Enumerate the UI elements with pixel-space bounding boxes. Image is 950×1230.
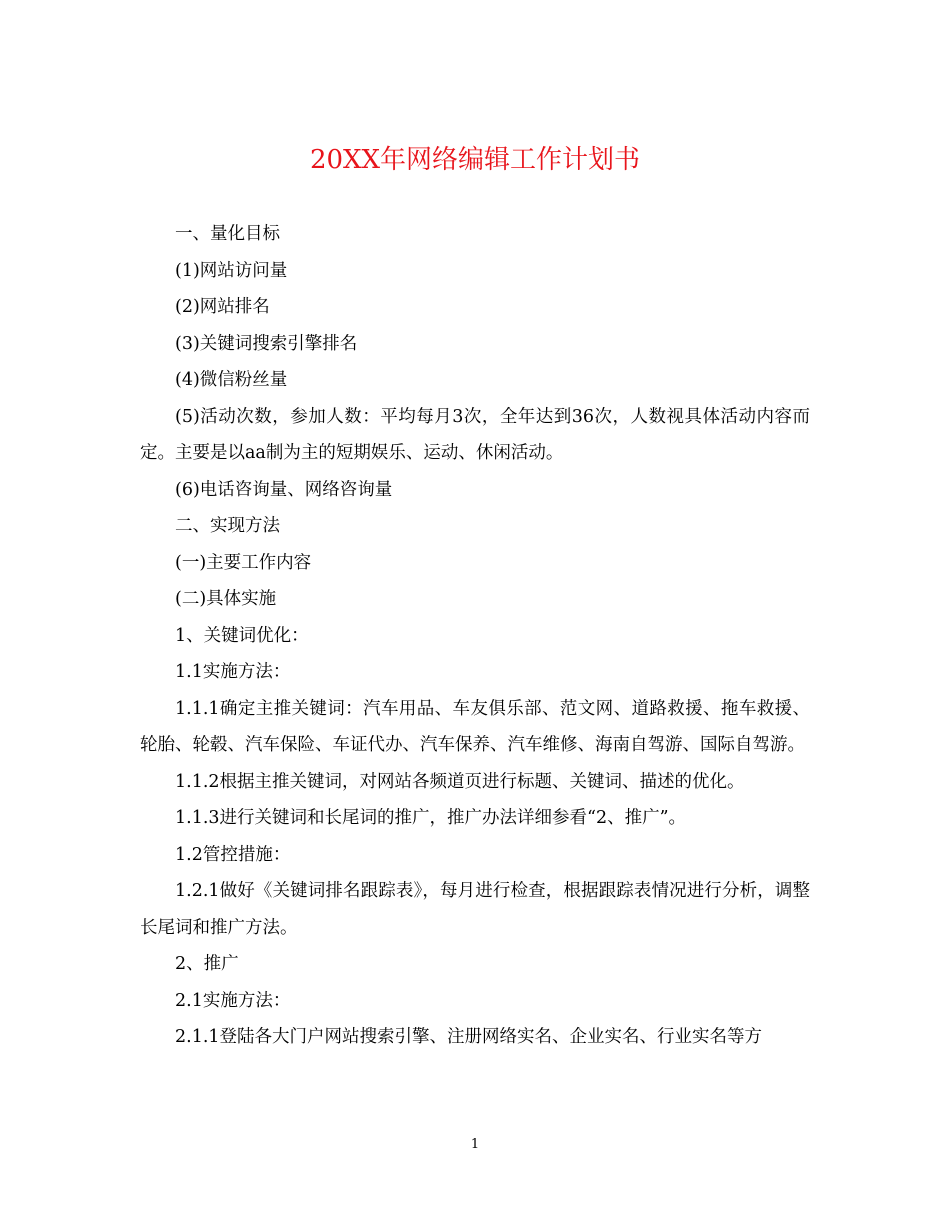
document-title: 20XX年网络编辑工作计划书 (309, 145, 641, 175)
body-paragraph: 2.1.1登陆各大门户网站搜索引擎、注册网络实名、企业实名、行业实名等方 (175, 1027, 763, 1047)
list-item: (2)网站排名 (175, 297, 270, 317)
heading-methods: 二、实现方法 (175, 516, 280, 536)
section-heading: 2.1实施方法： (175, 990, 291, 1011)
list-item: (1)网站访问量 (175, 260, 288, 281)
body-paragraph: 1.1.3进行关键词和长尾词的推广，推广办法详细参看“2、推广”。 (175, 808, 687, 828)
list-item: (5)活动次数，参加人数：平均每月3次，全年达到36次，人数视具体活动内容而定。主要是以aa制为主的短期娱乐、运动、休闲活动。 (140, 406, 810, 463)
list-item: (4)微信粉丝量 (175, 370, 288, 390)
section-heading: 2、推广 (175, 954, 239, 974)
document-body (140, 216, 810, 1056)
page-number: 1 (470, 1137, 480, 1152)
body-paragraph: 1.1.1确定主推关键词：汽车用品、车友俱乐部、范文网、道路救援、拖车救援、轮胎、轮毂、汽车保险、车证代办、汽车保养、汽车维修、海南自驾游、国际自驾游。 (140, 698, 810, 755)
subheading: (二)具体实施 (175, 589, 277, 609)
section-heading: 1.1实施方法： (175, 662, 291, 682)
subheading: (一)主要工作内容 (175, 552, 312, 573)
list-item: (6)电话咨询量、网络咨询量 (175, 479, 393, 500)
body-paragraph: 1.1.2根据主推关键词，对网站各频道页进行标题、关键词、描述的优化。 (175, 771, 745, 792)
section-heading: 1.2管控措施： (175, 844, 291, 865)
heading-quantified-goals: 一、量化目标 (175, 224, 280, 244)
list-item: (3)关键词搜索引擎排名 (175, 333, 358, 354)
body-paragraph: 1.2.1做好《关键词排名跟踪表》，每月进行检查，根据跟踪表情况进行分析，调整长尾词和推广方法。 (140, 881, 810, 938)
section-heading: 1、关键词优化： (175, 625, 309, 646)
